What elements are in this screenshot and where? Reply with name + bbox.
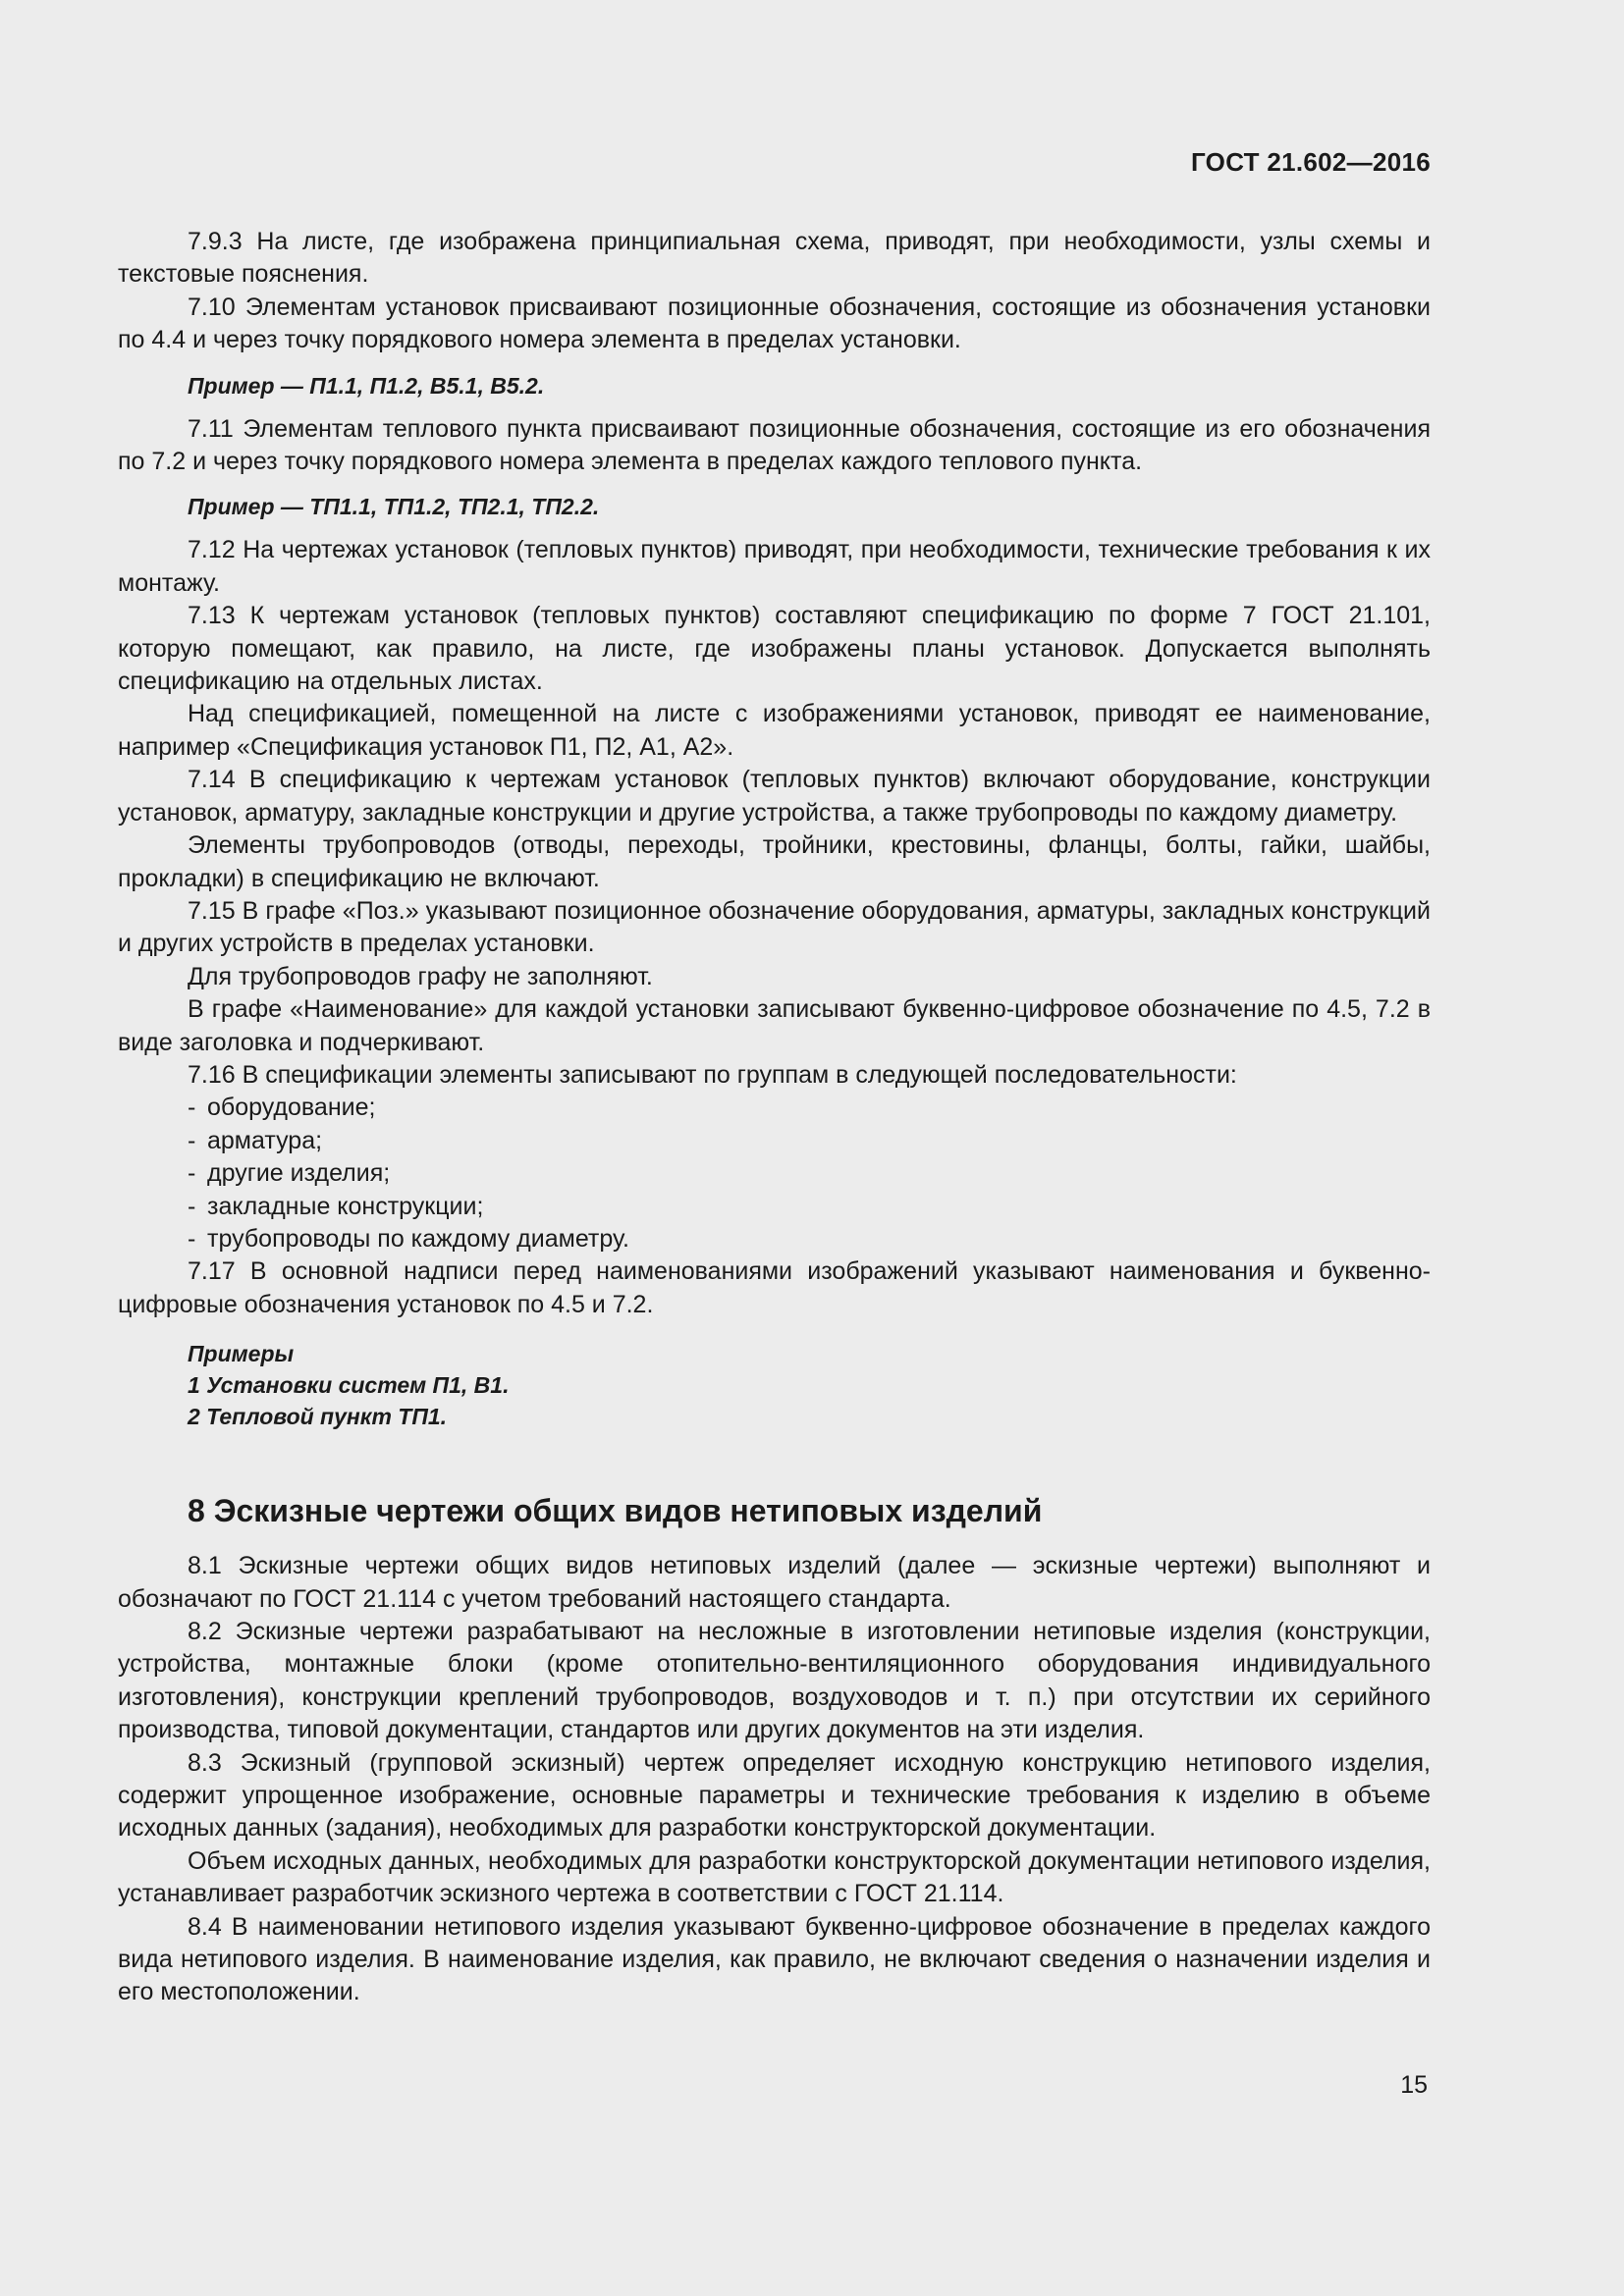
examples-title: Примеры xyxy=(188,1341,295,1367)
list-item xyxy=(188,1125,1431,1157)
examples-7-17 xyxy=(188,1338,1431,1432)
list-item xyxy=(188,1092,1431,1124)
clause-7-11: 7.11 Элементам теплового пункта присваивают позиционные обозначения, состоящие из его обозначения по 7.2 и через точку порядкового номера элемента в пределах каждого теплового пункта. xyxy=(118,414,1431,476)
list-item xyxy=(188,1157,1431,1190)
clause-8-3: 8.3 Эскизный (групповой эскизный) чертеж определяет исходную конструкцию нетипового изделия, содержит упрощенное изображение, основные параметры и технические требования к изделию в объеме исходных данных (задания), необходимых для разработки конструкторской документации. xyxy=(118,1748,1431,1842)
example-7-11: Пример — ТП1.1, ТП1.2, ТП2.1, ТП2.2. xyxy=(188,494,600,520)
clause-8-4: 8.4 В наименовании нетипового изделия указывают буквенно-цифровое обозначение в пределах каждого вида нетипового изделия. В наименование изделия, как правило, не включают сведения о назначении изделия и его местоположении. xyxy=(118,1912,1431,2006)
clause-7-14: 7.14 В спецификацию к чертежам установок (тепловых пунктов) включают оборудование, конструкции установок, арматуру, закладные конструкции и другие устройства, а также трубопроводы по каждому диаметру. xyxy=(118,766,1431,827)
example-item: 1 Установки систем П1, В1. xyxy=(188,1372,510,1399)
example-7-10: Пример — П1.1, П1.2, В5.1, В5.2. xyxy=(188,372,545,399)
page-number: 15 xyxy=(1400,2071,1428,2099)
clause-7-13: 7.13 К чертежам установок (тепловых пунктов) составляют спецификацию по форме 7 ГОСТ 21.101, которую помещают, как правило, на листе, где изображены планы установок. Допускается выполнять спецификацию на отдельных листах. xyxy=(118,602,1431,696)
list-item-text: арматура; xyxy=(207,1126,323,1154)
clause-8-1: 8.1 Эскизные чертежи общих видов нетиповых изделий (далее — эскизные чертежи) выполняют и обозначают по ГОСТ 21.114 с учетом требований настоящего стандарта. xyxy=(118,1552,1431,1613)
clause-7-9-3: 7.9.3 На листе, где изображена принципиальная схема, приводят, при необходимости, узлы схемы и текстовые пояснения. xyxy=(118,228,1431,289)
document-body xyxy=(118,226,1431,2009)
list-item-text: оборудование; xyxy=(207,1094,376,1122)
list-dash: - xyxy=(188,1159,196,1188)
list-dash: - xyxy=(188,1126,196,1154)
clause-7-16: 7.16 В спецификации элементы записывают по группам в следующей последовательности: xyxy=(188,1060,1237,1089)
list-item-text: другие изделия; xyxy=(207,1159,391,1188)
list-dash: - xyxy=(188,1224,196,1253)
clause-7-10: 7.10 Элементам установок присваивают позиционные обозначения, состоящие из обозначения установки по 4.4 и через точку порядкового номера элемента в пределах установки. xyxy=(118,293,1431,354)
clause-7-15-paragraph-2: Для трубопроводов графу не заполняют. xyxy=(188,962,653,990)
clause-7-14-paragraph-2: Элементы трубопроводов (отводы, переходы, тройники, крестовины, фланцы, болты, гайки, шайбы, прокладки) в спецификацию не включают. xyxy=(118,831,1431,892)
list-item xyxy=(188,1223,1431,1255)
list-7-16 xyxy=(118,1092,1431,1255)
list-dash: - xyxy=(188,1192,196,1220)
clause-7-15: 7.15 В графе «Поз.» указывают позиционное обозначение оборудования, арматуры, закладных конструкций и других устройств в пределах установки. xyxy=(118,896,1431,958)
list-dash: - xyxy=(188,1094,196,1122)
clause-7-13-paragraph-2: Над спецификацией, помещенной на листе с изображениями установок, приводят ее наименование, например «Спецификация установок П1, П2, А1, А2». xyxy=(118,700,1431,761)
list-item-text: закладные конструкции; xyxy=(207,1192,484,1220)
clause-7-15-paragraph-3: В графе «Наименование» для каждой установки записывают буквенно-цифровое обозначение по 4.5, 7.2 в виде заголовка и подчеркивают. xyxy=(118,995,1431,1056)
clause-8-2: 8.2 Эскизные чертежи разрабатывают на несложные в изготовлении нетиповые изделия (конструкции, устройства, монтажные блоки (кроме отопительно-вентиляционного оборудования индивидуального изготовления), конструкции креплений трубопроводов, воздуховодов и т. п.) при отсутствии их серийного производства, типовой документации, стандартов или других документов на эти изделия. xyxy=(118,1618,1431,1744)
list-item xyxy=(188,1191,1431,1223)
clause-7-17: 7.17 В основной надписи перед наименованиями изображений указывают наименования и буквенно-цифровые обозначения установок по 4.5 и 7.2. xyxy=(118,1257,1431,1318)
document-code-header: ГОСТ 21.602—2016 xyxy=(1190,147,1431,177)
example-item: 2 Тепловой пункт ТП1. xyxy=(188,1404,448,1430)
section-8-heading: 8 Эскизные чертежи общих видов нетиповых изделий xyxy=(188,1493,1043,1529)
clause-8-3-paragraph-2: Объем исходных данных, необходимых для разработки конструкторской документации нетипового изделия, устанавливает разработчик эскизного чертежа в соответствии с ГОСТ 21.114. xyxy=(118,1846,1431,1908)
clause-7-12: 7.12 На чертежах установок (тепловых пунктов) приводят, при необходимости, технические требования к их монтажу. xyxy=(118,536,1431,597)
list-item-text: трубопроводы по каждому диаметру. xyxy=(207,1224,629,1253)
